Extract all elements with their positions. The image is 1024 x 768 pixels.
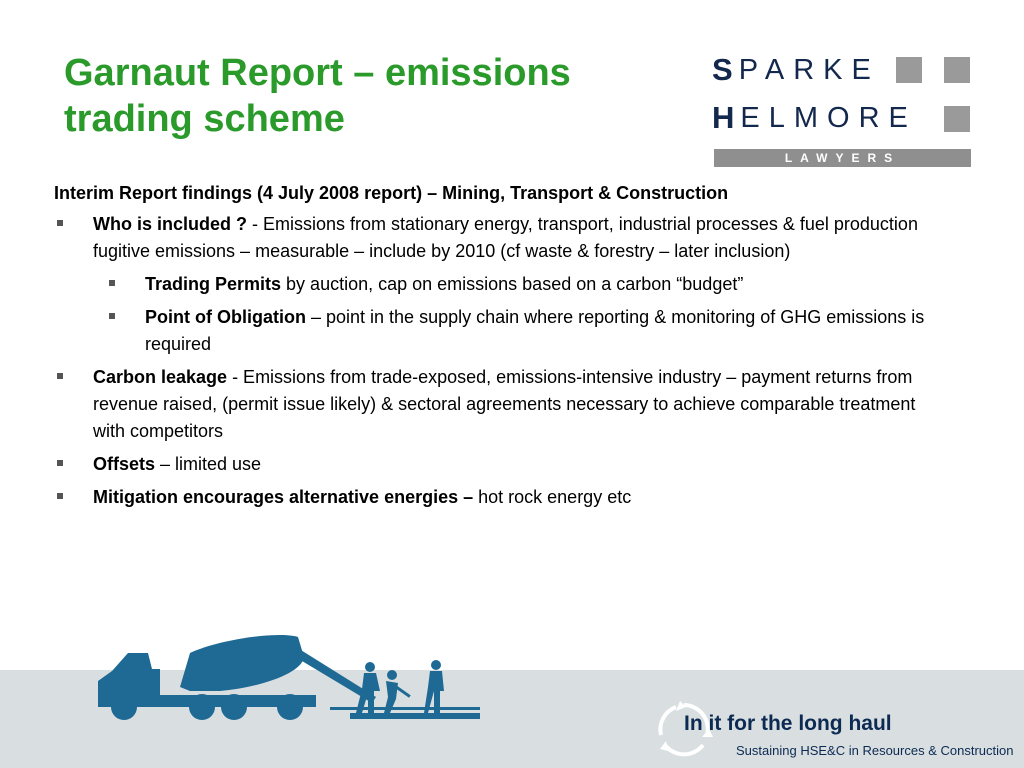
logo-square	[944, 106, 970, 132]
company-logo	[712, 54, 974, 170]
square-bullet-icon	[57, 460, 63, 466]
slide-title: Garnaut Report – emissions trading scheme	[64, 52, 571, 140]
bullet-text: – limited use	[155, 454, 262, 474]
concrete-truck-illustration	[90, 625, 490, 725]
bullet-offsets	[54, 451, 934, 478]
slide-body	[54, 180, 934, 511]
square-bullet-icon	[109, 313, 115, 319]
bullet-heading: Trading Permits	[145, 274, 282, 294]
footer-subtitle: Sustaining HSE&C in Resources & Construction	[736, 743, 1014, 758]
logo-letter-h: H	[712, 100, 735, 135]
intro-heading: Interim Report findings (4 July 2008 report) – Mining, Transport & Construction	[54, 183, 729, 203]
bullet-carbon-leakage	[54, 364, 934, 445]
bullet-list	[54, 211, 934, 511]
logo-square	[944, 57, 970, 83]
bullet-who-is-included	[54, 211, 934, 265]
bullet-heading: Who is included ?	[93, 214, 247, 234]
square-bullet-icon	[57, 373, 63, 379]
square-bullet-icon	[57, 493, 63, 499]
logo-square	[896, 57, 922, 83]
bullet-heading: Offsets	[93, 454, 156, 474]
bullet-point-of-obligation	[54, 304, 934, 358]
bullet-heading: Carbon leakage	[93, 367, 228, 387]
logo-word-elmore: ELMORE	[740, 101, 917, 134]
bullet-text: hot rock energy etc	[473, 487, 632, 507]
bullet-heading: Point of Obligation	[145, 307, 306, 327]
bullet-text: - Emissions from trade-exposed, emissions-intensive industry – payment returns from revenue raised, (permit issue likely) & sectoral agreements necessary to achieve comparable treatment with competitors	[93, 367, 916, 441]
bullet-mitigation	[54, 484, 934, 511]
footer-tagline: In it for the long haul	[684, 712, 892, 735]
square-bullet-icon	[57, 220, 63, 226]
logo-letter-s: S	[712, 52, 733, 87]
bullet-text: – point in the supply chain where reporting & monitoring of GHG emissions is required	[145, 307, 925, 354]
logo-word-parke: PARKE	[738, 53, 880, 86]
logo-lawyers-bar	[714, 149, 971, 167]
logo-lawyers-text: LAWYERS	[784, 151, 901, 165]
bullet-text: - Emissions from stationary energy, transport, industrial processes & fuel production fugitive emissions – measurable – include by 2010 (cf waste & forestry – later inclusion)	[93, 214, 918, 261]
bullet-heading: Mitigation encourages alternative energies –	[93, 487, 474, 507]
bullet-trading-permits	[54, 271, 934, 298]
bullet-text: by auction, cap on emissions based on a carbon “budget”	[281, 274, 744, 294]
square-bullet-icon	[109, 280, 115, 286]
